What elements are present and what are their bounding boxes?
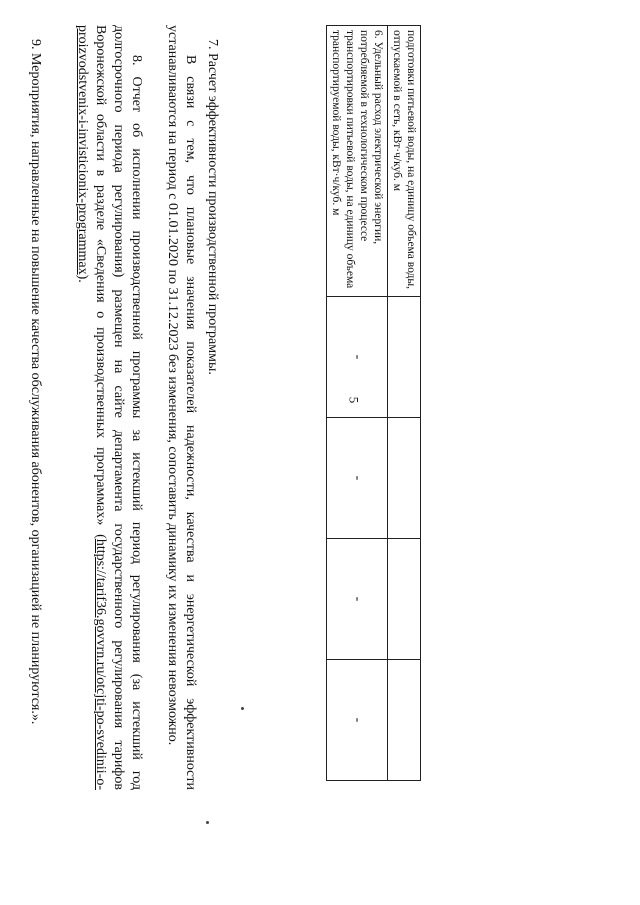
section-8-tail: ). <box>75 274 90 283</box>
tariff-report-link[interactable]: https://tarif36.govvrn.ru/otcjti-po-svedinii-o-proizvodstvenix-i-invisticionix-programmax <box>75 25 108 790</box>
table-cell-value <box>388 418 421 539</box>
table-cell-value: - <box>327 297 388 418</box>
section-8-paragraph <box>73 25 145 790</box>
table-cell-value: - <box>327 660 388 781</box>
table-row <box>388 26 421 781</box>
table-cell-value <box>388 297 421 418</box>
indicators-table <box>326 25 421 781</box>
table-row <box>327 26 388 781</box>
table-cell-value <box>388 660 421 781</box>
scan-speck <box>206 821 209 824</box>
scan-speck <box>241 707 244 710</box>
section-7-heading: 7. Расчет эффективности производственной программы. <box>205 39 220 375</box>
rotated-page-content <box>0 25 421 845</box>
section-8-body: 8. Отчет об исполнении производственной программы за истекший период регулирования (за истекший год долгосрочного периода регулирования) размещен на сайте департамента государственного регулирования тарифов Воронежской области в разделе «Сведения о производственных программах» ( <box>93 25 144 790</box>
table-cell-label: подготовки питьевой воды, на единицу объема воды, отпускаемой в сеть, кВт·ч/куб. м <box>388 26 421 297</box>
table-cell-label: 6. Удельный расход электрической энергии, потребляемой в технологическом процессе транспортировки питьевой воды, на единицу объема транспортируемой воды, кВт·ч/куб. м <box>327 26 388 297</box>
section-9-paragraph: 9. Мероприятия, направленные на повышение качества обслуживания абонентов, организацией не планируются.». <box>28 39 43 725</box>
section-7-body: В связи с тем, что плановые значения показателей надежности, качества и энергетической эффективности устанавливаются на период с 01.01.2020 по 31.12.2023 без изменения, сопоставить динамику их изменения невозможно. <box>165 25 198 790</box>
table-cell-value: - <box>327 418 388 539</box>
page-number: 5 <box>346 396 362 404</box>
table-cell-value <box>388 539 421 660</box>
table-cell-value: - <box>327 539 388 660</box>
